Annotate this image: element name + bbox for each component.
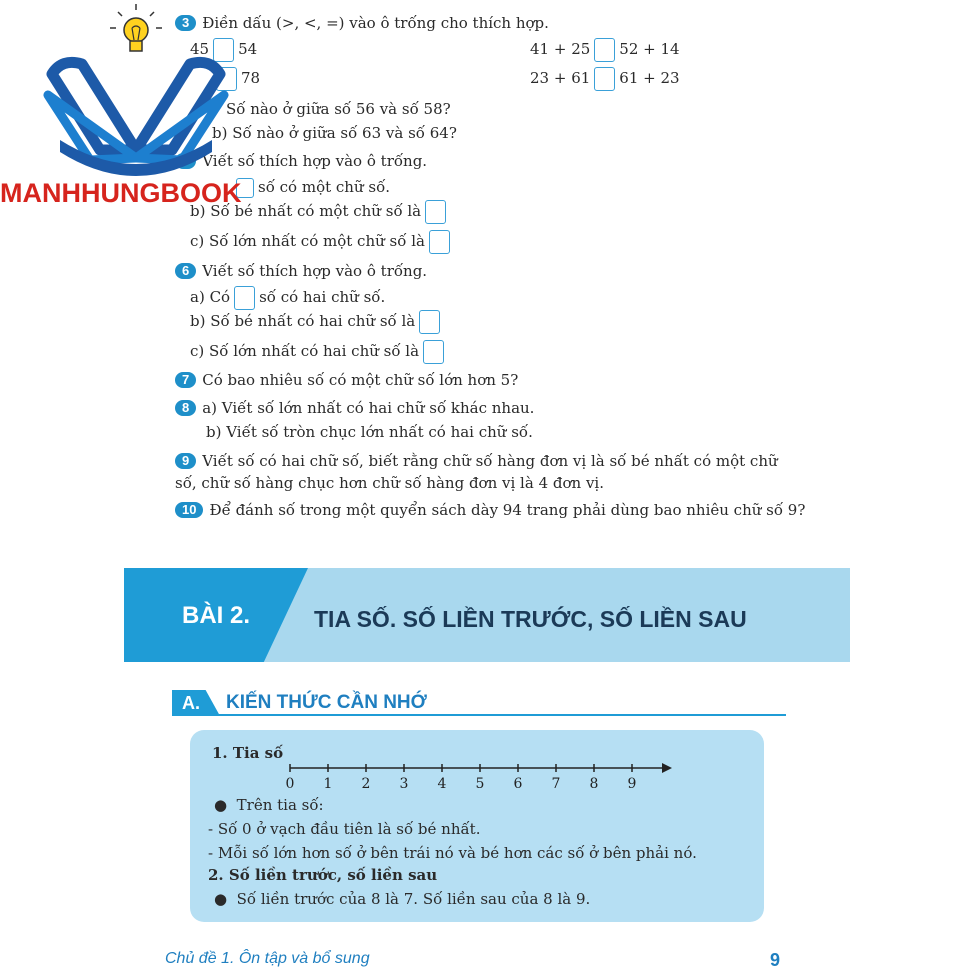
section-a-heading [172, 690, 786, 718]
number-line-label: 0 [285, 776, 295, 792]
exercise-6a: a) Có số có hai chữ số. [190, 286, 385, 310]
lesson-title: TIA SỐ. SỐ LIỀN TRƯỚC, SỐ LIỀN SAU [314, 606, 747, 632]
number-line-label: 9 [627, 776, 637, 792]
answer-box[interactable] [429, 230, 450, 254]
exercise-3-prompt: 3 Điền dấu (>, <, =) vào ô trống cho thích hợp. [175, 14, 549, 32]
bullet-icon: ● [214, 796, 228, 814]
exercise-8b: b) Viết số tròn chục lớn nhất có hai chữ số. [206, 423, 533, 441]
brand-name: MANHHUNGBOOK [0, 178, 242, 208]
knowledge-line-2: - Mỗi số lớn hơn số ở bên trái nó và bé hơn các số ở bên phải nó. [208, 844, 697, 862]
knowledge-heading-1: 1. Tia số [212, 744, 284, 762]
section-underline [212, 714, 786, 716]
compare-row-2-left: 78 [212, 67, 260, 91]
knowledge-heading-2: 2. Số liền trước, số liền sau [208, 866, 438, 884]
number-line-label: 8 [589, 776, 599, 792]
exercise-8a: 8 a) Viết số lớn nhất có hai chữ số khác nhau. [175, 399, 534, 417]
exercise-7: 7 Có bao nhiêu số có một chữ số lớn hơn 5? [175, 371, 518, 389]
answer-box[interactable] [234, 286, 255, 310]
publisher-logo [0, 0, 290, 215]
footer-topic: Chủ đề 1. Ôn tập và bổ sung [165, 950, 370, 967]
lesson-banner [124, 568, 850, 662]
knowledge-box [190, 730, 764, 922]
knowledge-line-1: - Số 0 ở vạch đầu tiên là số bé nhất. [208, 820, 481, 838]
exercise-5a: số có một chữ số. [236, 178, 390, 198]
number-line-label: 6 [513, 776, 523, 792]
exercise-number-badge: 7 [175, 372, 196, 388]
bullet-on-number-line: ● Trên tia số: [214, 796, 324, 814]
bullet-predecessor: ● Số liền trước của 8 là 7. Số liền sau của 8 là 9. [214, 890, 591, 908]
bullet-icon: ● [214, 890, 228, 908]
exercise-4a: Số nào ở giữa số 56 và số 58? [226, 100, 451, 118]
number-line [280, 760, 680, 792]
exercise-6c: c) Số lớn nhất có hai chữ số là [190, 340, 448, 364]
number-line-label: 7 [551, 776, 561, 792]
number-line-label: 5 [475, 776, 485, 792]
exercise-number-badge: 6 [175, 263, 196, 279]
exercise-10: 10 Để đánh số trong một quyển sách dày 94 trang phải dùng bao nhiêu chữ số 9? [175, 501, 805, 519]
number-line-label: 2 [361, 776, 371, 792]
exercise-number-badge: 3 [175, 15, 196, 31]
exercise-6-prompt: 6 Viết số thích hợp vào ô trống. [175, 262, 427, 280]
number-line-label: 1 [323, 776, 333, 792]
page-number: 9 [770, 950, 781, 970]
compare-row-2-right: 23 + 61 61 + 23 [530, 67, 680, 91]
compare-row-1-left: 45 54 [190, 38, 257, 62]
section-letter: A. [182, 693, 200, 713]
exercise-6b: b) Số bé nhất có hai chữ số là [190, 310, 444, 334]
exercise-5c: c) Số lớn nhất có một chữ số là [190, 230, 454, 254]
compare-row-1-right: 41 + 25 52 + 14 [530, 38, 680, 62]
exercise-number-badge: 9 [175, 453, 196, 469]
lesson-number: BÀI 2. [182, 602, 251, 629]
exercise-4b: b) Số nào ở giữa số 63 và số 64? [212, 124, 457, 142]
number-line-label: 3 [399, 776, 409, 792]
answer-box[interactable] [419, 310, 440, 334]
section-title: KIẾN THỨC CẦN NHỚ [226, 692, 427, 713]
answer-box[interactable] [423, 340, 444, 364]
answer-box[interactable] [594, 67, 615, 91]
exercise-number-badge: 10 [175, 502, 203, 518]
exercise-9-line2: số, chữ số hàng chục hơn chữ số hàng đơn vị là 4 đơn vị. [175, 474, 604, 492]
answer-box[interactable] [594, 38, 615, 62]
number-line-label: 4 [437, 776, 447, 792]
exercise-number-badge: 8 [175, 400, 196, 416]
exercise-5b: b) Số bé nhất có một chữ số là [190, 200, 450, 224]
arrow-head-icon [662, 763, 672, 773]
exercise-9-line1: 9 Viết số có hai chữ số, biết rằng chữ số hàng đơn vị là số bé nhất có một chữ [175, 452, 778, 470]
answer-box[interactable] [425, 200, 446, 224]
exercise-5-prompt: Viết số thích hợp vào ô trống. [175, 152, 427, 170]
